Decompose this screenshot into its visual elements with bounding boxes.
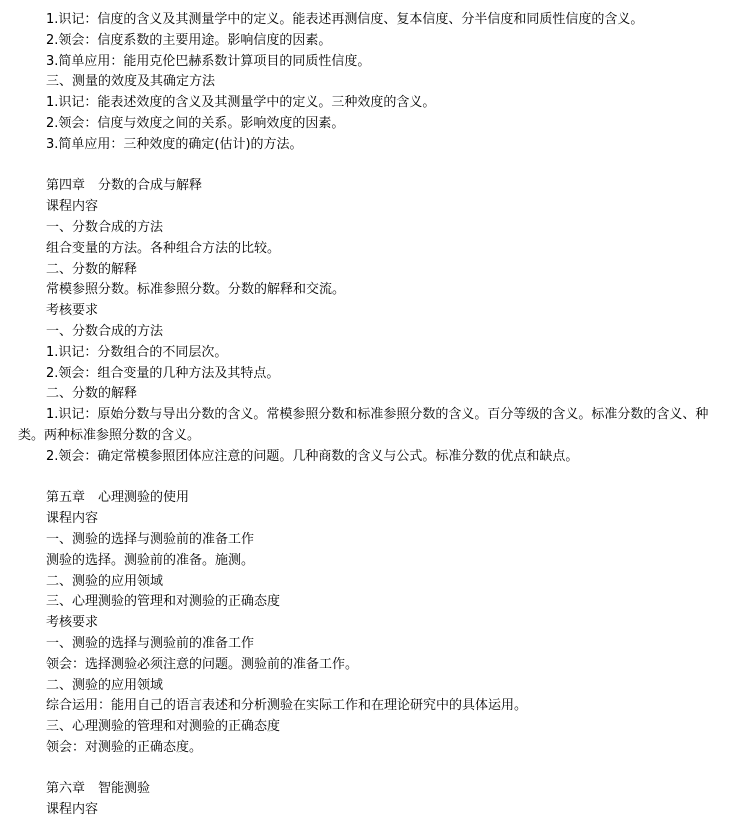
- text-line: 1.识记：信度的含义及其测量学中的定义。能表述再测信度、复本信度、分半信度和同质性信度的含义。: [46, 12, 644, 27]
- text-line: 1.识记：原始分数与导出分数的含义。常模参照分数和标准参照分数的含义。百分等级的含义。标准分数的含义、种类。两种标准参照分数的含义。: [18, 407, 709, 443]
- text-line: 领会：对测验的正确态度。: [46, 739, 203, 755]
- text-line: 一、分数合成的方法: [46, 323, 164, 339]
- text-line: 3.简单应用：能用克伦巴赫系数计算项目的同质性信度。: [46, 53, 371, 69]
- text-line: 测验的选择。测验前的准备。施测。: [46, 552, 255, 568]
- blank-line: [0, 468, 736, 489]
- text-line: 领会：选择测验必须注意的问题。测验前的准备工作。: [46, 656, 359, 672]
- document-body: [0, 10, 736, 821]
- text-line: 二、分数的解释: [46, 386, 138, 402]
- text-line: 二、测验的应用领域: [46, 573, 164, 589]
- text-line: 第六章 智能测验: [46, 781, 151, 797]
- text-line: 1.识记：能表述效度的含义及其测量学中的定义。三种效度的含义。: [46, 95, 436, 111]
- text-line: 组合变量的方法。各种组合方法的比较。: [46, 240, 281, 256]
- text-line: 课程内容: [46, 802, 99, 818]
- text-line: 2.领会：信度系数的主要用途。影响信度的因素。: [46, 32, 332, 48]
- text-line: 课程内容: [46, 511, 99, 527]
- text-line: 三、心理测验的管理和对测验的正确态度: [46, 719, 281, 735]
- text-line: 3.简单应用：三种效度的确定(估计)的方法。: [46, 136, 303, 152]
- text-line: 2.领会：确定常模参照团体应注意的问题。几种商数的含义与公式。标准分数的优点和缺点。: [46, 448, 579, 464]
- text-line: 一、测验的选择与测验前的准备工作: [46, 531, 255, 547]
- text-line: 第五章 心理测验的使用: [46, 490, 190, 506]
- text-line: 一、分数合成的方法: [46, 219, 164, 235]
- text-line: 三、测量的效度及其确定方法: [46, 74, 216, 90]
- text-line: 常模参照分数。标准参照分数。分数的解释和交流。: [46, 282, 346, 298]
- text-line: 课程内容: [46, 199, 99, 215]
- text-line: 二、测验的应用领域: [46, 677, 164, 693]
- text-line: 2.领会：信度与效度之间的关系。影响效度的因素。: [46, 115, 345, 131]
- text-line: 考核要求: [46, 615, 99, 631]
- blank-line: [0, 156, 736, 177]
- text-line: 1.识记：分数组合的不同层次。: [46, 344, 228, 360]
- text-line: 二、分数的解释: [46, 261, 138, 277]
- text-line: 2.领会：组合变量的几种方法及其特点。: [46, 365, 280, 381]
- text-line: 综合运用：能用自己的语言表述和分析测验在实际工作和在理论研究中的具体运用。: [46, 698, 528, 714]
- text-line: 考核要求: [46, 303, 99, 319]
- text-line: 一、测验的选择与测验前的准备工作: [46, 635, 255, 651]
- text-line: 三、心理测验的管理和对测验的正确态度: [46, 594, 281, 610]
- blank-line: [0, 759, 736, 780]
- text-line: 第四章 分数的合成与解释: [46, 178, 203, 194]
